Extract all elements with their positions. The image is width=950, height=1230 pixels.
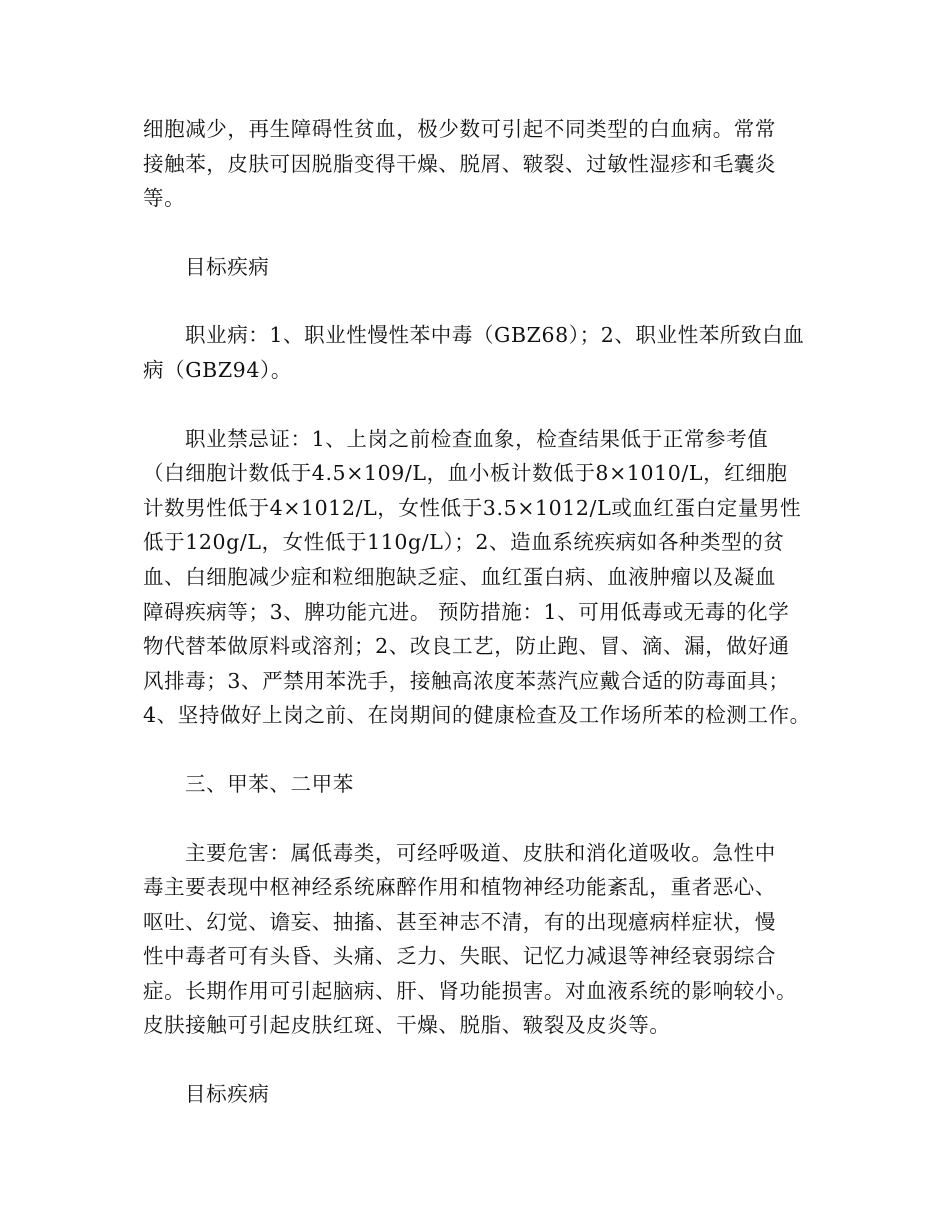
paragraph-gap (143, 284, 823, 318)
text-line: 毒主要表现中枢神经系统麻醉作用和植物神经功能紊乱，重者恶心、 (143, 875, 776, 900)
text-line: 职业病：1、职业性慢性苯中毒（GBZ68）；2、职业性苯所致白血 (185, 323, 805, 348)
paragraph-main-hazards (143, 836, 823, 1044)
text-line: 物代替苯做原料或溶剂；2、改良工艺，防止跑、冒、滴、漏，做好通 (143, 634, 790, 659)
text-line: 低于120g/L，女性低于110g/L）；2、造血系统疾病如各种类型的贫 (143, 530, 785, 555)
text-line: 病（GBZ94）。 (143, 357, 292, 382)
paragraph-gap (143, 388, 823, 422)
text-line: 主要危害：属低毒类，可经呼吸道、皮肤和消化道吸收。急性中 (185, 840, 776, 865)
text-line: 目标疾病 (185, 254, 270, 279)
heading-target-diseases-2 (143, 1077, 823, 1112)
paragraph-occupational-disease (143, 318, 823, 387)
text-line: 血、白细胞减少症和粒细胞缺乏症、血红蛋白病、血液肿瘤以及凝血 (143, 564, 776, 589)
text-line: 呕吐、幻觉、谵妄、抽搐、甚至神志不清，有的出现癔病样症状，慢 (143, 909, 776, 934)
text-line: 皮肤接触可引起皮肤红斑、干燥、脱脂、皲裂及皮炎等。 (143, 1013, 671, 1038)
text-line: 障碍疾病等；3、脾功能亢进。 预防措施：1、可用低毒或无毒的化学 (143, 599, 790, 624)
paragraph-benzene-effects (143, 112, 823, 216)
paragraph-gap (143, 216, 823, 250)
text-line: 细胞减少，再生障碍性贫血，极少数可引起不同类型的白血病。常常 (143, 117, 776, 141)
heading-target-diseases (143, 250, 823, 285)
paragraph-contraindications (143, 422, 823, 733)
paragraph-gap (143, 733, 823, 767)
text-line: 目标疾病 (185, 1082, 270, 1107)
text-line: 4、坚持做好上岗之前、在岗期间的健康检查及工作场所苯的检测工作。 (143, 703, 811, 728)
document-page (143, 112, 823, 1112)
text-line: 性中毒者可有头昏、头痛、乏力、失眠、记忆力减退等神经衰弱综合 (143, 944, 776, 969)
text-line: 三、甲苯、二甲苯 (185, 771, 354, 796)
text-line: （白细胞计数低于4.5×109/L，血小板计数低于8×1010/L，红细胞 (143, 461, 788, 486)
text-line: 症。长期作用可引起脑病、肝、肾功能损害。对血液系统的影响较小。 (143, 978, 798, 1003)
paragraph-gap (143, 802, 823, 836)
text-line: 等。 (143, 186, 186, 211)
paragraph-gap (143, 1043, 823, 1077)
text-line: 计数男性低于4×1012/L，女性低于3.5×1012/L或血红蛋白定量男性 (143, 495, 802, 520)
heading-toluene-xylene (143, 767, 823, 802)
text-line: 职业禁忌证：1、上岗之前检查血象，检查结果低于正常参考值 (185, 426, 769, 451)
text-line: 接触苯，皮肤可因脱脂变得干燥、脱屑、皲裂、过敏性湿疹和毛囊炎 (143, 151, 776, 176)
text-line: 风排毒；3、严禁用苯洗手，接触高浓度苯蒸汽应戴合适的防毒面具； (143, 668, 790, 693)
